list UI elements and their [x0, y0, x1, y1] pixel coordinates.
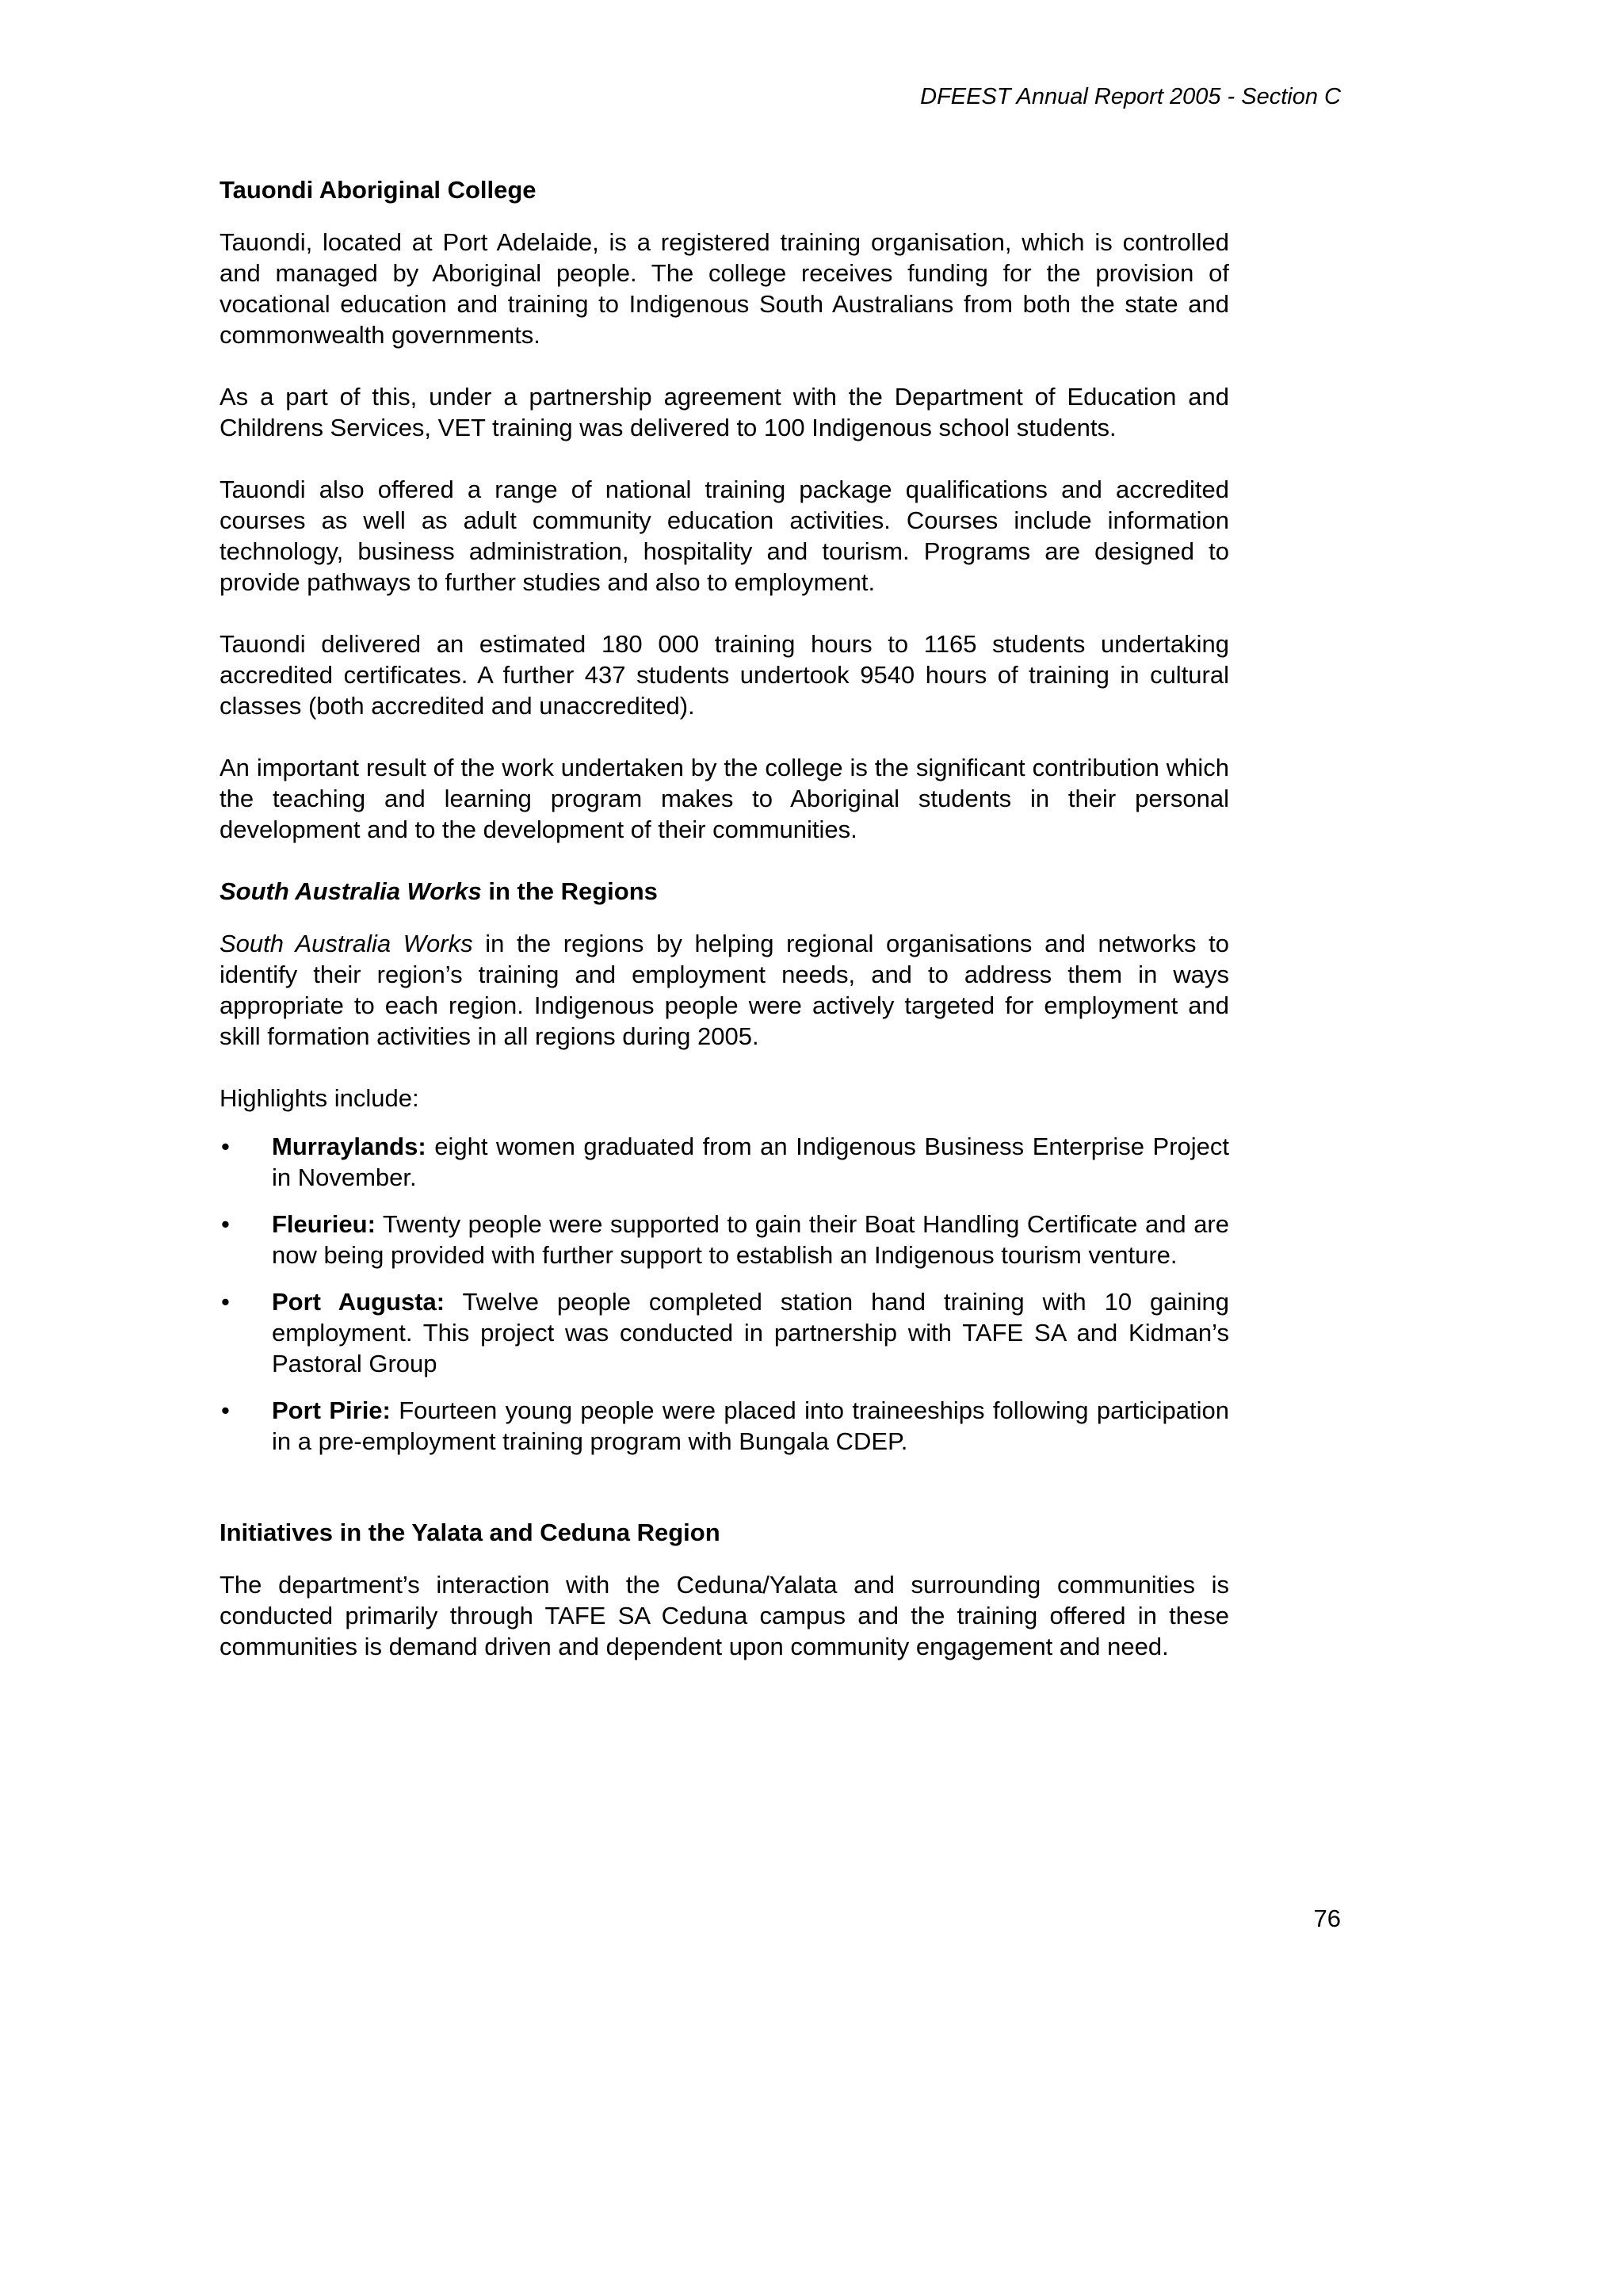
list-item — [220, 1209, 1229, 1270]
heading-italic-part: South Australia Works — [220, 877, 482, 905]
section-spacer — [220, 1488, 1229, 1517]
region-term: Fleurieu: — [272, 1210, 376, 1238]
region-term: Murraylands: — [272, 1133, 426, 1160]
region-term: Port Pirie: — [272, 1396, 391, 1424]
page-number: 76 — [1313, 1904, 1341, 1932]
heading-rest: in the Regions — [481, 877, 658, 905]
paragraph: The department’s interaction with the Ceduna/Yalata and surrounding communities is conducted primarily through TAFE SA Ceduna campus and the training offered in these communities is demand driven and dependent upon community engagement and need. — [220, 1571, 1229, 1660]
paragraph: An important result of the work undertaken by the college is the significant contribution which the teaching and learning program makes to Aboriginal students in their personal development and to the development of their communities. — [220, 754, 1229, 843]
item-text: Fourteen young people were placed into traineeships following participation in a pre-employment training program with Bungala CDEP. — [272, 1396, 1229, 1455]
paragraph-text: in the regions by helping regional organisations and networks to identify their region’s training and employment needs, and to address them in ways appropriate to each region. Indigenous people were actively targeted for employment and skill formation activities in all regions during 2005. — [220, 930, 1229, 1050]
list-item — [220, 1286, 1229, 1379]
highlights-list — [220, 1131, 1229, 1457]
section-heading-tauondi: Tauondi Aboriginal College — [220, 176, 537, 204]
item-text: eight women graduated from an Indigenous Business Enterprise Project in November. — [272, 1133, 1229, 1191]
paragraph: Tauondi also offered a range of national training package qualifications and accredited courses as well as adult community education activities. Courses include information technology, business administration, hospitality and tourism. Programs are designed to provide pathways to further studies and also to employment. — [220, 476, 1229, 596]
section-heading-sa-works — [220, 876, 1229, 907]
paragraph: Tauondi delivered an estimated 180 000 training hours to 1165 students undertaking accredited certificates. A further 437 students undertook 9540 hours of training in cultural classes (both accredited and unaccredited). — [220, 630, 1229, 720]
paragraph — [220, 928, 1229, 1052]
paragraph: Tauondi, located at Port Adelaide, is a registered training organisation, which is controlled and managed by Aboriginal people. The college receives funding for the provision of vocational education and training to Indigenous South Australians from both the state and commonwealth governments. — [220, 228, 1229, 349]
document-body — [220, 174, 1229, 1693]
item-text: Twenty people were supported to gain their Boat Handling Certificate and are now being provided with further support to establish an Indigenous tourism venture. — [272, 1210, 1229, 1269]
running-header: DFEEST Annual Report 2005 - Section C — [920, 84, 1341, 109]
list-item — [220, 1131, 1229, 1193]
paragraph: As a part of this, under a partnership agreement with the Department of Education and Childrens Services, VET training was delivered to 100 Indigenous school students. — [220, 383, 1229, 441]
region-term: Port Augusta: — [272, 1288, 445, 1316]
section-heading-yalata: Initiatives in the Yalata and Ceduna Region — [220, 1519, 720, 1546]
list-item — [220, 1395, 1229, 1457]
program-name: South Australia Works — [220, 930, 473, 957]
item-text: Twelve people completed station hand training with 10 gaining employment. This project was conducted in partnership with TAFE SA and Kidman’s Pastoral Group — [272, 1288, 1229, 1377]
highlights-label: Highlights include: — [220, 1084, 419, 1112]
